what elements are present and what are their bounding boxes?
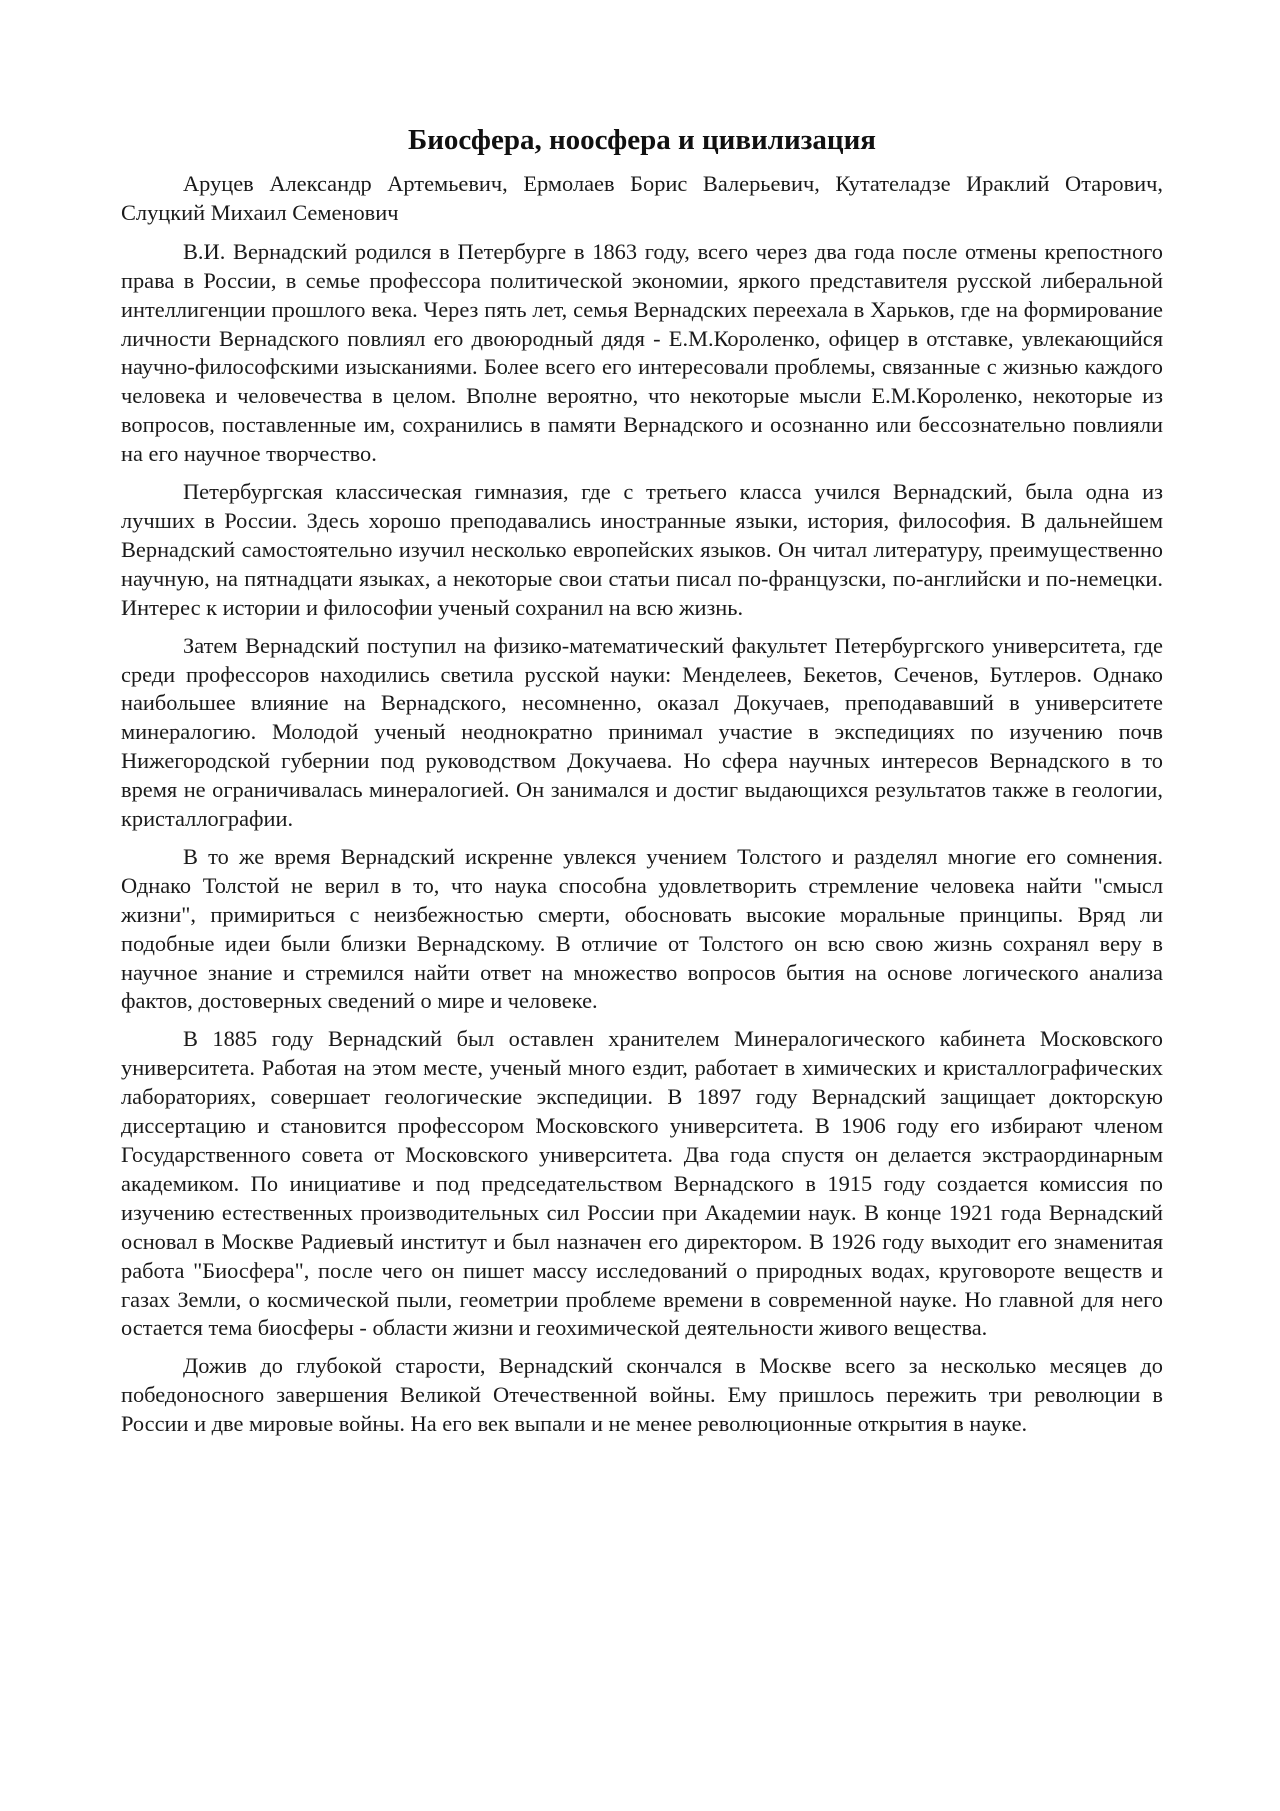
paragraph-1: В.И. Вернадский родился в Петербурге в 1863 году, всего через два года после отмены крепостного права в России, в семье профессора политической экономии, яркого представителя русской либеральной интеллигенции прошлого века. Через пять лет, семья Вернадских переехала в Харьков, где на формирование личности Вернадского повлиял его двоюродный дядя - Е.М.Короленко, офицер в отставке, увлекающийся научно-философскими изысканиями. Более всего его интересовали проблемы, связанные с жизнью каждого человека и человечества в целом. Вполне вероятно, что некоторые мысли Е.М.Короленко, некоторые из вопросов, поставленные им, сохранились в памяти Вернадского и осознанно или бессознательно повлияли на его научное творчество. bbox=[121, 238, 1163, 467]
paragraph-5: В 1885 году Вернадский был оставлен хранителем Минералогического кабинета Московского университета. Работая на этом месте, ученый много ездит, работает в химических и кристаллографических лабораториях, совершает геологические экспедиции. В 1897 году Вернадский защищает докторскую диссертацию и становится профессором Московского университета. В 1906 году его избирают членом Государственного совета от Московского университета. Два года спустя он делается экстраординарным академиком. По инициативе и под председательством Вернадского в 1915 году создается комиссия по изучению естественных производительных сил России при Академии наук. В конце 1921 года Вернадский основал в Москве Радиевый институт и был назначен его директором. В 1926 году выходит его знаменитая работа "Биосфера", после чего он пишет массу исследований о природных водах, круговороте веществ и газах Земли, о космической пыли, геометрии проблеме времени в современной науке. Но главной для него остается тема биосферы - области жизни и геохимической деятельности живого вещества. bbox=[121, 1026, 1163, 1341]
paragraph-4: В то же время Вернадский искренне увлекся учением Толстого и разделял многие его сомнения. Однако Толстой не верил в то, что наука способна удовлетворить стремление человека найти "смысл жизни", примириться с неизбежностью смерти, обосновать высокие моральные принципы. Вряд ли подобные идеи были близки Вернадскому. В отличие от Толстого он всю свою жизнь сохранял веру в научное знание и стремился найти ответ на множество вопросов бытия на основе логического анализа фактов, достоверных сведений о мире и человеке. bbox=[121, 843, 1163, 1014]
paragraph-2: Петербургская классическая гимназия, где с третьего класса учился Вернадский, была одна из лучших в России. Здесь хорошо преподавались иностранные языки, история, философия. В дальнейшем Вернадский самостоятельно изучил несколько европейских языков. Он читал литературу, преимущественно научную, на пятнадцати языках, а некоторые свои статьи писал по-французски, по-английски и по-немецки. Интерес к истории и философии ученый сохранил на всю жизнь. bbox=[121, 479, 1163, 620]
authors-line: Аруцев Александр Артемьевич, Ермолаев Борис Валерьевич, Кутателадзе Ираклий Отарович, Слуцкий Михаил Семенович bbox=[121, 171, 1163, 225]
paragraph-3: Затем Вернадский поступил на физико-математический факультет Петербургского университета, где среди профессоров находились светила русской науки: Менделеев, Бекетов, Сеченов, Бутлеров. Однако наибольшее влияние на Вернадского, несомненно, оказал Докучаев, преподававший в университете минералогию. Молодой ученый неоднократно принимал участие в экспедициях по изучению почв Нижегородской губернии под руководством Докучаева. Но сфера научных интересов Вернадского в то время не ограничивалась минералогией. Он занимался и достиг выдающихся результатов также в геологии, кристаллографии. bbox=[121, 632, 1163, 832]
document-title: Биосфера, ноосфера и цивилизация bbox=[408, 124, 876, 156]
paragraph-6: Дожив до глубокой старости, Вернадский скончался в Москве всего за несколько месяцев до победоносного завершения Великой Отечественной войны. Ему пришлось пережить три революции в России и две мировые войны. На его век выпали и не менее революционные открытия в науке. bbox=[121, 1353, 1163, 1437]
document-page bbox=[121, 120, 1163, 1448]
